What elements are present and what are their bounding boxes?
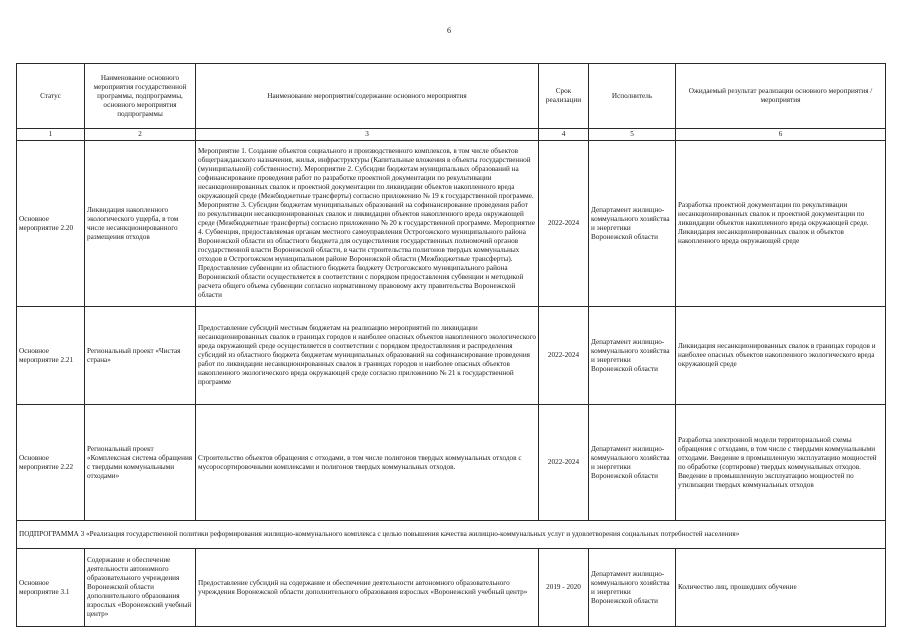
- column-number: 4: [539, 129, 589, 141]
- row-measure: Строительство объектов обращения с отходами, в том числе полигонов твердых коммунальных отходов с мусоросортировочными комплексами и полигонов твердых коммунальных отходов.: [196, 405, 539, 521]
- header-status: Статус: [17, 64, 85, 129]
- table-row: [17, 405, 886, 521]
- row-status: Основное мероприятие 2.20: [17, 141, 85, 307]
- row-term: 2022-2024: [539, 307, 589, 405]
- measures-table: [16, 63, 886, 627]
- header-executor: Исполнитель: [589, 64, 676, 129]
- row-status: Основное мероприятие 2.22: [17, 405, 85, 521]
- column-number: 3: [196, 129, 539, 141]
- row-status: Основное мероприятие 3.1: [17, 549, 85, 627]
- table-row: [17, 141, 886, 307]
- row-executor: Департамент жилищно-коммунального хозяйства и энергетики Воронежской области: [589, 307, 676, 405]
- subprogram-row: [17, 521, 886, 549]
- column-number: 5: [589, 129, 676, 141]
- header-term: Срок реализации: [539, 64, 589, 129]
- header-program-name: Наименование основного мероприятия государственной программы, подпрограммы, основного мероприятия подпрограммы: [85, 64, 196, 129]
- row-executor: Департамент жилищно-коммунального хозяйства и энергетики Воронежской области: [589, 141, 676, 307]
- table-row: [17, 549, 886, 627]
- header-result: Ожидаемый результат реализации основного мероприятия /мероприятия: [676, 64, 886, 129]
- row-result: Количество лиц, прошедших обучение: [676, 549, 886, 627]
- page-number: 6: [447, 26, 451, 35]
- column-number: 6: [676, 129, 886, 141]
- row-result: Разработка проектной документации по рекультивации несанкционированных свалок и проектной документации по ликвидации объектов накопленного вреда окружающей среде. Ликвидация несанкционированных свалок и объектов накопленного вреда окружающей среде: [676, 141, 886, 307]
- row-term: 2022-2024: [539, 141, 589, 307]
- column-numbers-row: [17, 129, 886, 141]
- header-measure-name: Наименование мероприятия/содержание основного мероприятия: [196, 64, 539, 129]
- row-measure: Мероприятие 1. Создание объектов социального и производственного комплексов, в том числе объектов общегражданского назначения, жилья, инфраструктуры (Капитальные вложения в объекты государственной (муниципальной) собственности). Мероприятие 2. Субсидии бюджетам муниципальных образований на софинансирование проведения работ по разработке проектной документации по рекультивации несанкционированных свалок и проектной документации по ликвидации объектов накопленного вреда окружающей среде (Межбюджетные трансферты) согласно приложению № 19 к государственной программе. Мероприятие 3. Субсидии бюджетам муниципальных образований на софинансирование проведения работ по рекультивации несанкционированных свалок и ликвидации объектов накопленного вреда окружающей среде (Межбюджетные трансферты) согласно приложению № 20 к государственной программе. Мероприятие 4. Субвенция, предоставляемая органам местного самоуправления Острогожского муниципального района Воронежской области из областного бюджета для осуществления государственных полномочий органов государственной власти Воронежской области, в части строительства полигонов твердых коммунальных отходов в Острогожском муниципальном районе Воронежской области (Межбюджетные трансферты). Предоставление субвенции из областного бюджета бюджету Острогожского муниципального района Воронежской области осуществляется в соответствии с порядком предоставления субвенции и методикой расчета общего объема субвенции согласно нормативному правовому акту правительства Воронежской области: [196, 141, 539, 307]
- row-measure: Предоставление субсидий местным бюджетам на реализацию мероприятий по ликвидации несанкционированных свалок в границах городов и наиболее опасных объектов накопленного экологического вреда окружающей среде осуществляется в соответствии с порядком предоставления и распределения субсидий из областного бюджета бюджетам муниципальных образований на софинансирование проведения работ по ликвидации несанкционированных свалок в границах городов и наиболее опасных объектов накопленного экологического вреда окружающей среде согласно приложению № 21 к государственной программе: [196, 307, 539, 405]
- row-executor: Департамент жилищно-коммунального хозяйства и энергетики Воронежской области: [589, 405, 676, 521]
- row-program: Региональный проект «Комплексная система обращения с твердыми коммунальными отходами»: [85, 405, 196, 521]
- row-measure: Предоставление субсидий на содержание и обеспечение деятельности автономного образовательного учреждения Воронежской области дополнительного образования взрослых «Воронежский учебный центр»: [196, 549, 539, 627]
- row-status: Основное мероприятие 2.21: [17, 307, 85, 405]
- subprogram-title: ПОДПРОГРАММА 3 «Реализация государственной политики реформирования жилищно-коммунального комплекса с целью повышения качества жилищно-коммунальных услуг и удовлетворения социальных потребностей населения»: [17, 521, 886, 549]
- table-row: [17, 307, 886, 405]
- row-term: 2019 - 2020: [539, 549, 589, 627]
- row-program: Региональный проект «Чистая страна»: [85, 307, 196, 405]
- column-number: 1: [17, 129, 85, 141]
- row-result: Разработка электронной модели территориальной схемы обращения с отходами, в том числе с твердыми коммунальными отходами. Введение в промышленную эксплуатацию мощностей по обработке (сортировке) твердых коммунальных отходов. Введение в промышленную эксплуатацию мощностей по утилизации твердых коммунальных отходов: [676, 405, 886, 521]
- row-term: 2022-2024: [539, 405, 589, 521]
- row-result: Ликвидация несанкционированных свалок в границах городов и наиболее опасных объектов накопленного экологического вреда окружающей среде: [676, 307, 886, 405]
- row-program: Содержание и обеспечение деятельности автономного образовательного учреждения Воронежской области дополнительного образования взрослых «Воронежский учебный центр»: [85, 549, 196, 627]
- column-number: 2: [85, 129, 196, 141]
- header-row: [17, 64, 886, 129]
- row-program: Ликвидация накопленного экологического ущерба, в том числе несанкционированного размещения отходов: [85, 141, 196, 307]
- row-executor: Департамент жилищно-коммунального хозяйства и энергетики Воронежской области: [589, 549, 676, 627]
